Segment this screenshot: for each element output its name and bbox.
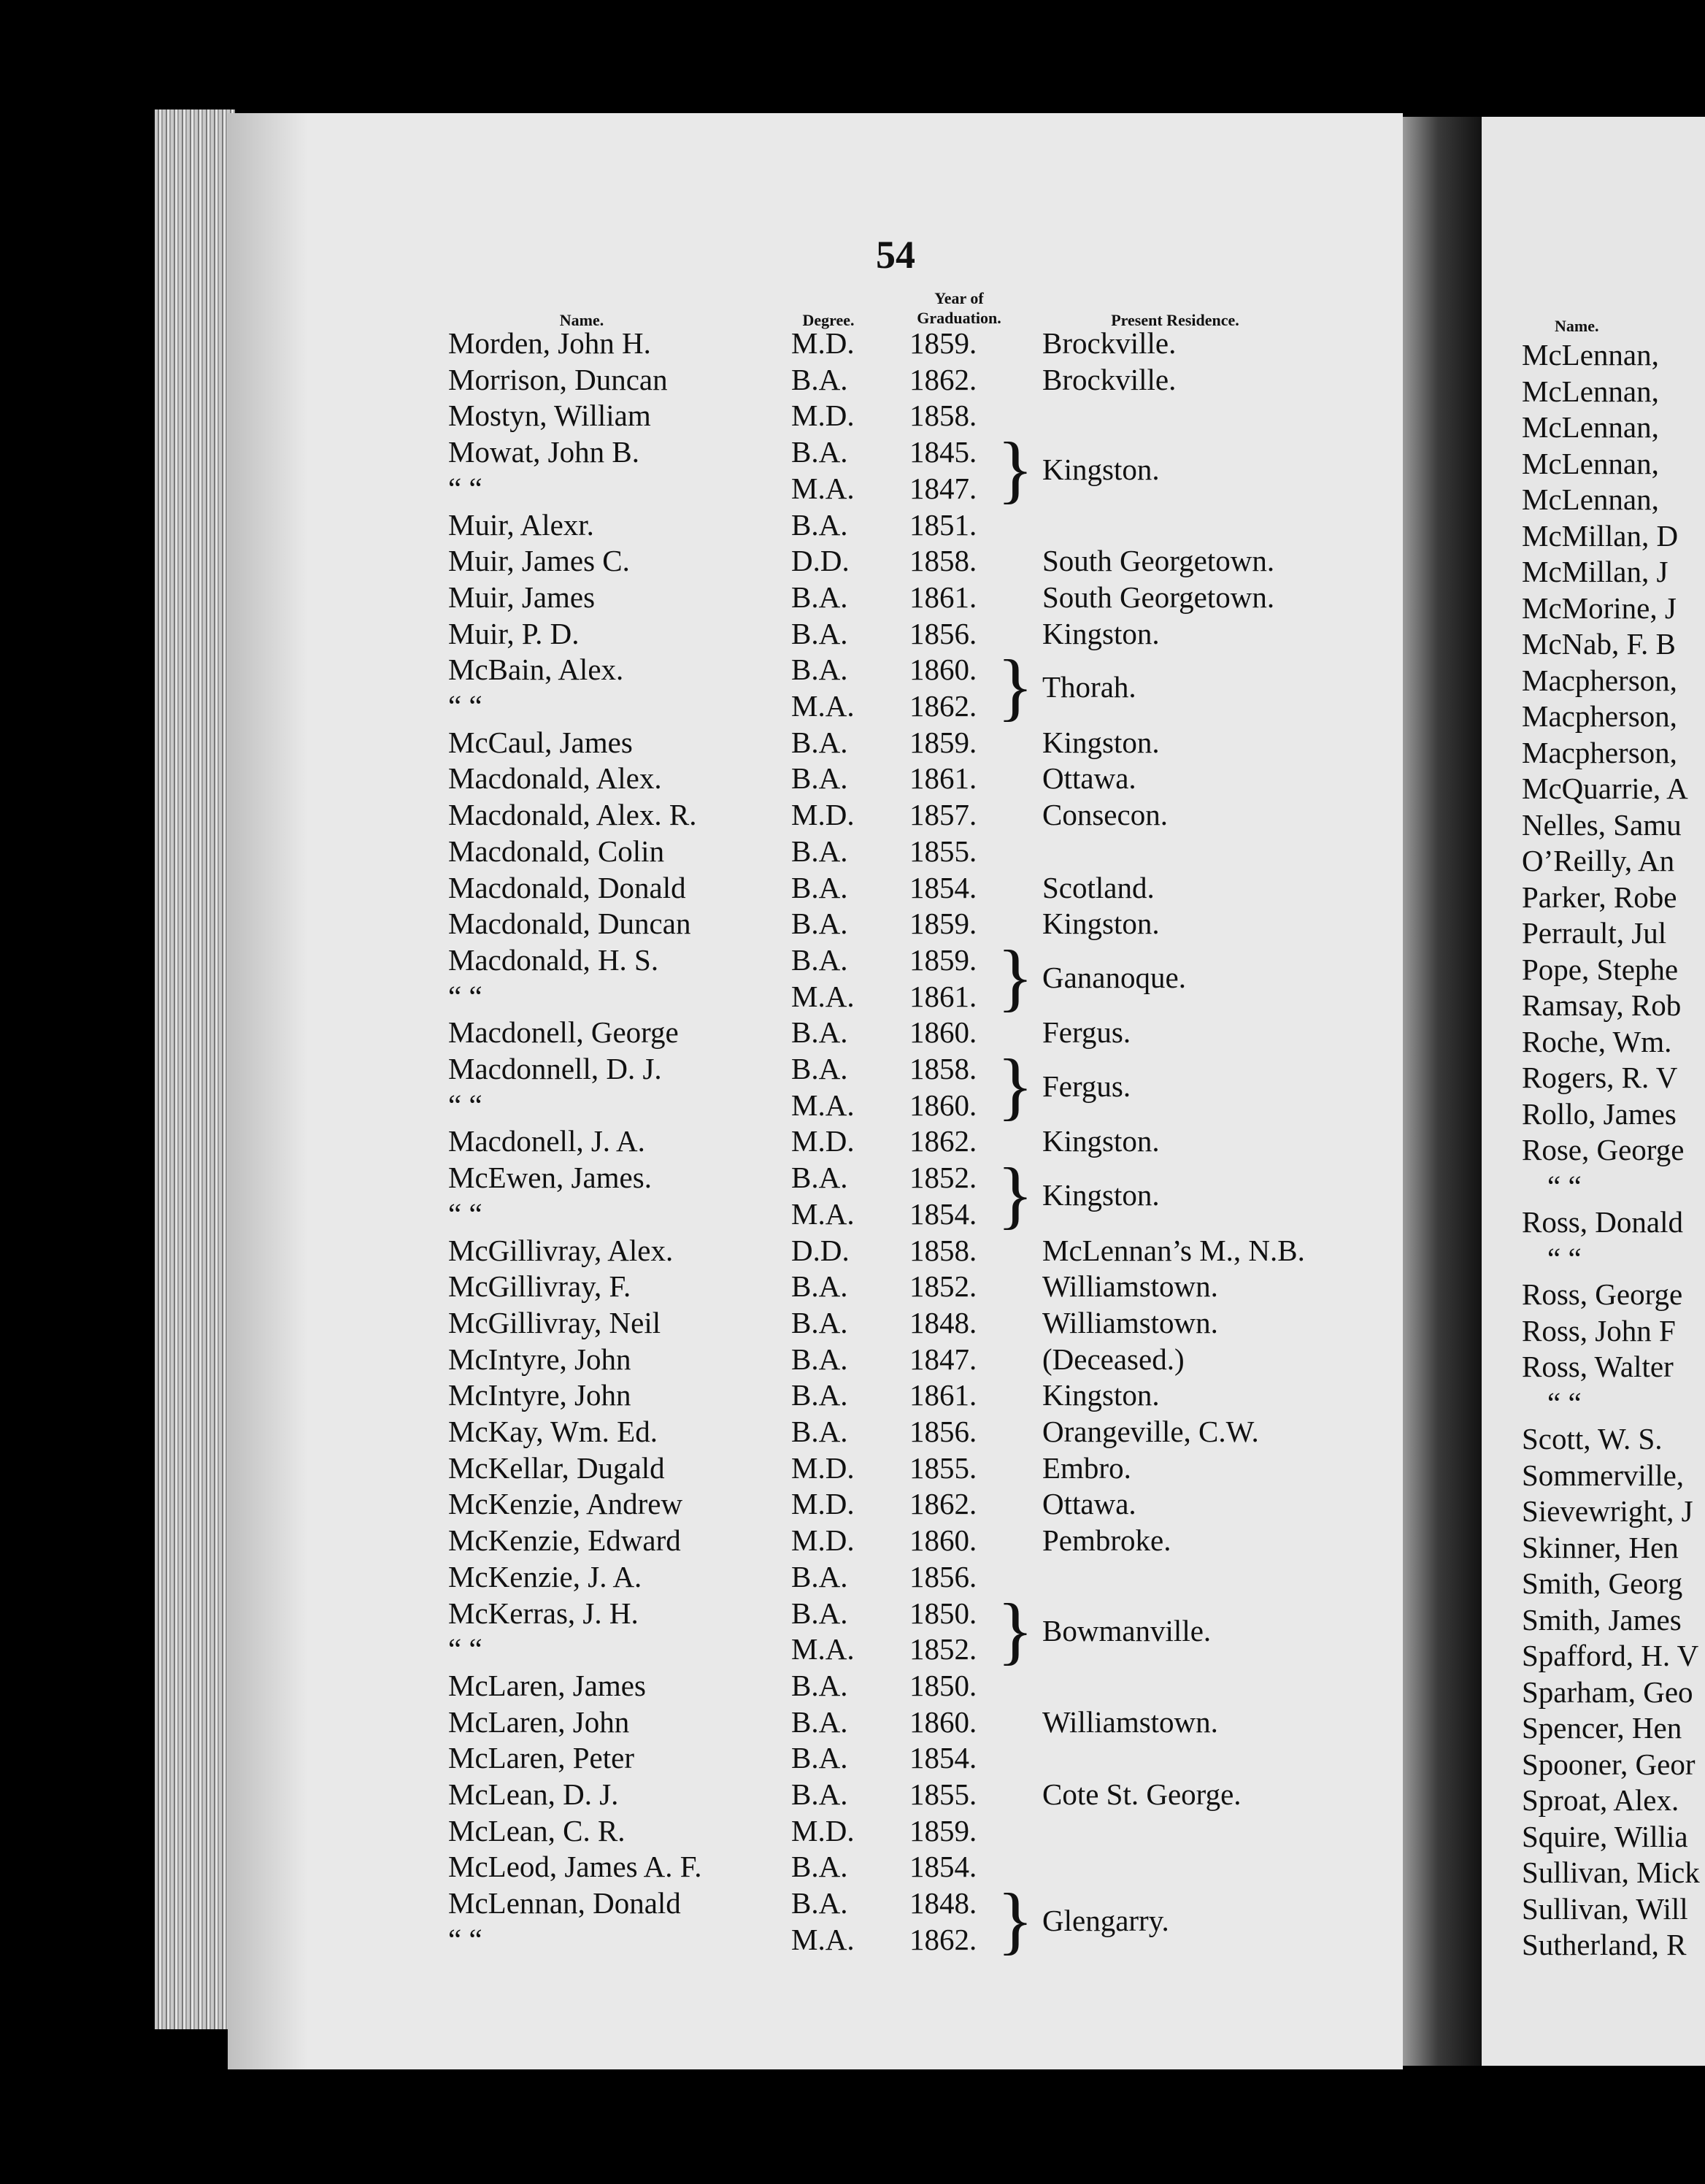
present-residence: Kingston. [1042,617,1160,650]
graduate-name: McBain, Alex. [448,653,624,686]
right-page-name: Ross, George [1522,1277,1683,1311]
degree: M.D. [791,326,855,360]
table-row [0,906,1705,942]
brace-mark: } [997,1153,1034,1237]
present-residence: Consecon. [1042,798,1168,831]
right-page-name: McQuarrie, A [1522,772,1688,805]
table-row [0,616,1705,652]
header-degree: Degree. [802,311,855,329]
graduate-name: “ “ [448,472,482,505]
degree: B.A. [791,1161,848,1194]
present-residence: Williamstown. [1042,1705,1218,1739]
table-row [0,1269,1705,1304]
right-page-name: Sievewright, J [1522,1494,1693,1528]
degree: B.A. [791,1560,848,1593]
right-page-name: “ “ [1547,1386,1582,1420]
degree: B.A. [791,1886,848,1920]
graduate-name: Morden, John H. [448,326,651,360]
degree: B.A. [791,1705,848,1739]
graduate-name: Muir, James C. [448,544,630,577]
bracketed-residence: Fergus. [1042,1069,1131,1103]
graduation-year: 1858. [909,399,977,432]
table-row [0,580,1705,615]
table-row [0,1777,1705,1812]
graduate-name: Mowat, John B. [448,435,639,469]
degree: M.D. [791,1487,855,1520]
right-page-name: Ross, John F [1522,1314,1676,1347]
graduate-name: Macdonell, George [448,1015,679,1049]
degree: B.A. [791,508,848,542]
graduation-year: 1858. [909,1052,977,1085]
graduation-year: 1854. [909,871,977,904]
degree: B.A. [791,871,848,904]
graduate-name: “ “ [448,1088,482,1122]
right-page-name: Rogers, R. V [1522,1061,1678,1094]
right-page-name: Perrault, Jul [1522,916,1667,950]
table-row [0,398,1705,434]
graduate-name: “ “ [448,1632,482,1666]
right-page-name: Ross, Walter [1522,1350,1674,1383]
header-year-line2: Graduation. [917,309,1001,327]
graduate-name: McLaren, Peter [448,1741,634,1774]
present-residence: Ottawa. [1042,761,1136,795]
bracketed-residence: Kingston. [1042,453,1160,486]
table-row [0,1015,1705,1050]
right-page-name: Sparham, Geo [1522,1675,1693,1709]
degree: M.D. [791,1451,855,1485]
graduation-year: 1852. [909,1632,977,1666]
bracketed-residence: Glengarry. [1042,1904,1169,1937]
right-page-name: Rose, George [1522,1133,1685,1166]
graduation-year: 1859. [909,726,977,759]
brace-mark: } [997,1044,1034,1128]
graduation-year: 1855. [909,1777,977,1811]
right-page-name: McMillan, D [1522,519,1679,553]
brace-mark: } [997,1588,1034,1672]
graduation-year: 1854. [909,1850,977,1883]
graduation-year: 1858. [909,544,977,577]
graduate-name: McKenzie, J. A. [448,1560,642,1593]
graduate-name: McIntyre, John [448,1378,631,1412]
degree: M.A. [791,689,855,723]
header-name: Name. [559,311,604,329]
degree: B.A. [791,1306,848,1339]
degree: M.D. [791,1124,855,1158]
degree: B.A. [791,907,848,940]
graduation-year: 1861. [909,580,977,614]
table-row [0,979,1705,1015]
brace-mark: } [997,1878,1034,1962]
graduation-year: 1848. [909,1886,977,1920]
degree: B.A. [791,653,848,686]
degree: B.A. [791,1741,848,1774]
graduation-year: 1855. [909,834,977,868]
table-row [0,1305,1705,1341]
table-row [0,1196,1705,1232]
graduation-year: 1862. [909,1124,977,1158]
right-page-name: Ross, Donald [1522,1205,1683,1239]
right-page-name: O’Reilly, An [1522,844,1675,877]
right-header-name: Name. [1555,317,1599,335]
graduate-name: Morrison, Duncan [448,363,668,396]
degree: B.A. [791,1669,848,1702]
present-residence: Kingston. [1042,726,1160,759]
right-page-name: Macpherson, [1522,664,1677,697]
degree: B.A. [791,363,848,396]
present-residence: Kingston. [1042,1378,1160,1412]
degree: B.A. [791,834,848,868]
present-residence: McLennan’s M., N.B. [1042,1234,1305,1267]
degree: B.A. [791,1777,848,1811]
table-row [0,1704,1705,1740]
right-page-name: Sullivan, Will [1522,1892,1688,1926]
present-residence: Brockville. [1042,326,1177,360]
right-page-name: Ramsay, Rob [1522,988,1682,1022]
degree: B.A. [791,617,848,650]
right-page-name: Smith, Georg [1522,1566,1683,1600]
graduate-name: “ “ [448,689,482,723]
brace-mark: } [997,935,1034,1019]
degree: B.A. [791,1052,848,1085]
right-page-name: Squire, Willia [1522,1820,1688,1853]
graduate-name: McLeod, James A. F. [448,1850,702,1883]
present-residence: Kingston. [1042,907,1160,940]
table-row [0,1123,1705,1159]
graduation-year: 1855. [909,1451,977,1485]
table-row [0,1596,1705,1631]
graduation-year: 1852. [909,1161,977,1194]
degree: M.A. [791,980,855,1013]
graduate-name: McKenzie, Edward [448,1523,681,1557]
table-row [0,543,1705,579]
right-page-name: Spafford, H. V [1522,1639,1699,1672]
graduation-year: 1851. [909,508,977,542]
table-row [0,1450,1705,1486]
right-page-name: “ “ [1547,1169,1582,1203]
table-row [0,1813,1705,1849]
bracketed-residence: Gananoque. [1042,961,1186,994]
table-row [0,1922,1705,1958]
graduate-name: McLaren, John [448,1705,630,1739]
graduation-year: 1860. [909,1523,977,1557]
table-row [0,834,1705,869]
table-row [0,1233,1705,1269]
table-row [0,1377,1705,1413]
graduation-year: 1850. [909,1596,977,1630]
graduation-year: 1859. [909,1814,977,1847]
table-row [0,471,1705,507]
present-residence: (Deceased.) [1042,1342,1185,1376]
graduation-year: 1852. [909,1269,977,1303]
graduate-name: Macdonnell, D. J. [448,1052,662,1085]
bracketed-residence: Kingston. [1042,1178,1160,1212]
degree: M.D. [791,798,855,831]
graduation-year: 1854. [909,1741,977,1774]
degree: M.D. [791,1814,855,1847]
graduate-name: “ “ [448,1197,482,1231]
degree: B.A. [791,726,848,759]
graduate-name: Macdonald, H. S. [448,943,659,977]
table-row [0,362,1705,398]
right-page-name: Sutherland, R [1522,1928,1687,1961]
table-row [0,1885,1705,1921]
table-row [0,1051,1705,1087]
table-row [0,797,1705,833]
right-page-name: Roche, Wm. [1522,1025,1672,1058]
right-page-name: McLennan, [1522,374,1659,408]
right-page-name: Smith, James [1522,1603,1682,1637]
table-row [0,942,1705,978]
table-row [0,1559,1705,1595]
graduation-year: 1859. [909,943,977,977]
present-residence: Williamstown. [1042,1269,1218,1303]
degree: B.A. [791,1415,848,1448]
table-row [0,652,1705,688]
right-page-name: Macpherson, [1522,736,1677,769]
table-row [0,761,1705,796]
present-residence: Kingston. [1042,1124,1160,1158]
graduation-year: 1859. [909,907,977,940]
graduation-year: 1862. [909,1487,977,1520]
degree: B.A. [791,943,848,977]
table-row [0,688,1705,724]
present-residence: Williamstown. [1042,1306,1218,1339]
graduate-name: Macdonald, Donald [448,871,686,904]
present-residence: South Georgetown. [1042,544,1275,577]
degree: B.A. [791,1596,848,1630]
graduate-name: Muir, Alexr. [448,508,594,542]
graduate-name: McLennan, Donald [448,1886,681,1920]
degree: M.A. [791,1923,855,1956]
degree: B.A. [791,580,848,614]
right-page-name: Spencer, Hen [1522,1711,1682,1745]
right-page-name: Parker, Robe [1522,880,1677,914]
graduation-year: 1859. [909,326,977,360]
graduate-name: Macdonald, Colin [448,834,665,868]
right-page-name: Nelles, Samu [1522,808,1682,842]
degree: M.A. [791,1197,855,1231]
graduate-name: McKay, Wm. Ed. [448,1415,658,1448]
graduation-year: 1856. [909,1560,977,1593]
present-residence: Brockville. [1042,363,1177,396]
table-row [0,1486,1705,1522]
right-page-name: Spooner, Geor [1522,1747,1696,1781]
right-page-name: McMorine, J [1522,591,1677,625]
brace-mark: } [997,645,1034,728]
present-residence: Embro. [1042,1451,1131,1485]
graduation-year: 1860. [909,1705,977,1739]
table-row [0,1414,1705,1450]
degree: M.D. [791,1523,855,1557]
graduate-name: McKerras, J. H. [448,1596,639,1630]
table-row [0,1523,1705,1558]
graduate-name: Muir, James [448,580,596,614]
graduate-name: “ “ [448,1923,482,1956]
graduation-year: 1861. [909,1378,977,1412]
graduation-year: 1847. [909,472,977,505]
present-residence: South Georgetown. [1042,580,1275,614]
degree: M.A. [791,1088,855,1122]
right-page-name: Sommerville, [1522,1458,1685,1492]
degree: B.A. [791,1378,848,1412]
present-residence: Scotland. [1042,871,1155,904]
right-page-name: Skinner, Hen [1522,1531,1679,1564]
graduate-name: McIntyre, John [448,1342,631,1376]
degree: B.A. [791,1850,848,1883]
degree: B.A. [791,1342,848,1376]
table-row [0,1088,1705,1123]
right-page-name: McLennan, [1522,410,1659,444]
right-page-name: Sullivan, Mick [1522,1856,1700,1889]
graduation-year: 1860. [909,1015,977,1049]
brace-mark: } [997,427,1034,511]
table-row [0,326,1705,361]
graduate-name: Muir, P. D. [448,617,580,650]
graduation-year: 1850. [909,1669,977,1702]
graduation-year: 1861. [909,980,977,1013]
graduation-year: 1861. [909,761,977,795]
graduation-year: 1858. [909,1234,977,1267]
graduate-name: Mostyn, William [448,399,651,432]
right-page-name: “ “ [1547,1242,1582,1275]
table-row [0,1740,1705,1776]
graduate-name: McLean, C. R. [448,1814,626,1847]
right-page-name: Macpherson, [1522,699,1677,733]
table-row [0,725,1705,761]
right-page-name: McLennan, [1522,338,1659,372]
present-residence: Orangeville, C.W. [1042,1415,1259,1448]
graduate-name: McGillivray, Alex. [448,1234,674,1267]
graduation-year: 1848. [909,1306,977,1339]
graduate-name: McEwen, James. [448,1161,652,1194]
graduate-name: McGillivray, F. [448,1269,631,1303]
graduate-name: “ “ [448,980,482,1013]
present-residence: Fergus. [1042,1015,1131,1049]
table-row [0,1668,1705,1704]
present-residence: Pembroke. [1042,1523,1171,1557]
degree: B.A. [791,761,848,795]
table-row [0,870,1705,906]
graduate-name: Macdonald, Alex. [448,761,662,795]
header-year-line1: Year of [934,289,984,307]
right-page-name: McLennan, [1522,447,1659,480]
degree: D.D. [791,544,850,577]
graduate-name: McKenzie, Andrew [448,1487,683,1520]
graduation-year: 1845. [909,435,977,469]
present-residence: Ottawa. [1042,1487,1136,1520]
table-row [0,1342,1705,1377]
graduate-name: McLaren, James [448,1669,646,1702]
degree: M.A. [791,1632,855,1666]
graduation-year: 1847. [909,1342,977,1376]
header-residence: Present Residence. [1111,311,1239,329]
graduation-year: 1856. [909,617,977,650]
table-row [0,507,1705,543]
right-page-name: Scott, W. S. [1522,1422,1663,1456]
degree: M.D. [791,399,855,432]
page-number: 54 [876,233,915,277]
graduation-year: 1862. [909,1923,977,1956]
present-residence: Cote St. George. [1042,1777,1242,1811]
graduate-name: McKellar, Dugald [448,1451,665,1485]
table-row [0,1631,1705,1667]
graduation-year: 1860. [909,1088,977,1122]
bracketed-residence: Thorah. [1042,670,1136,704]
right-page-name: Rollo, James [1522,1097,1677,1131]
table-row [0,1160,1705,1196]
graduation-year: 1860. [909,653,977,686]
graduation-year: 1862. [909,363,977,396]
graduate-name: McCaul, James [448,726,633,759]
graduation-year: 1857. [909,798,977,831]
right-page-name: McLennan, [1522,482,1659,516]
graduate-name: Macdonell, J. A. [448,1124,645,1158]
graduation-year: 1862. [909,689,977,723]
table-row [0,434,1705,470]
graduate-name: Macdonald, Alex. R. [448,798,697,831]
table-row [0,1849,1705,1885]
right-page-name: McNab, F. B [1522,627,1676,661]
right-page-name: Sproat, Alex. [1522,1783,1679,1817]
right-page-name: Pope, Stephe [1522,953,1679,986]
graduate-name: McGillivray, Neil [448,1306,661,1339]
graduation-year: 1856. [909,1415,977,1448]
graduate-name: McLean, D. J. [448,1777,619,1811]
degree: B.A. [791,435,848,469]
bracketed-residence: Bowmanville. [1042,1614,1212,1647]
degree: B.A. [791,1269,848,1303]
graduation-year: 1854. [909,1197,977,1231]
degree: D.D. [791,1234,850,1267]
right-page-name: McMillan, J [1522,555,1669,588]
degree: M.A. [791,472,855,505]
graduate-name: Macdonald, Duncan [448,907,691,940]
degree: B.A. [791,1015,848,1049]
